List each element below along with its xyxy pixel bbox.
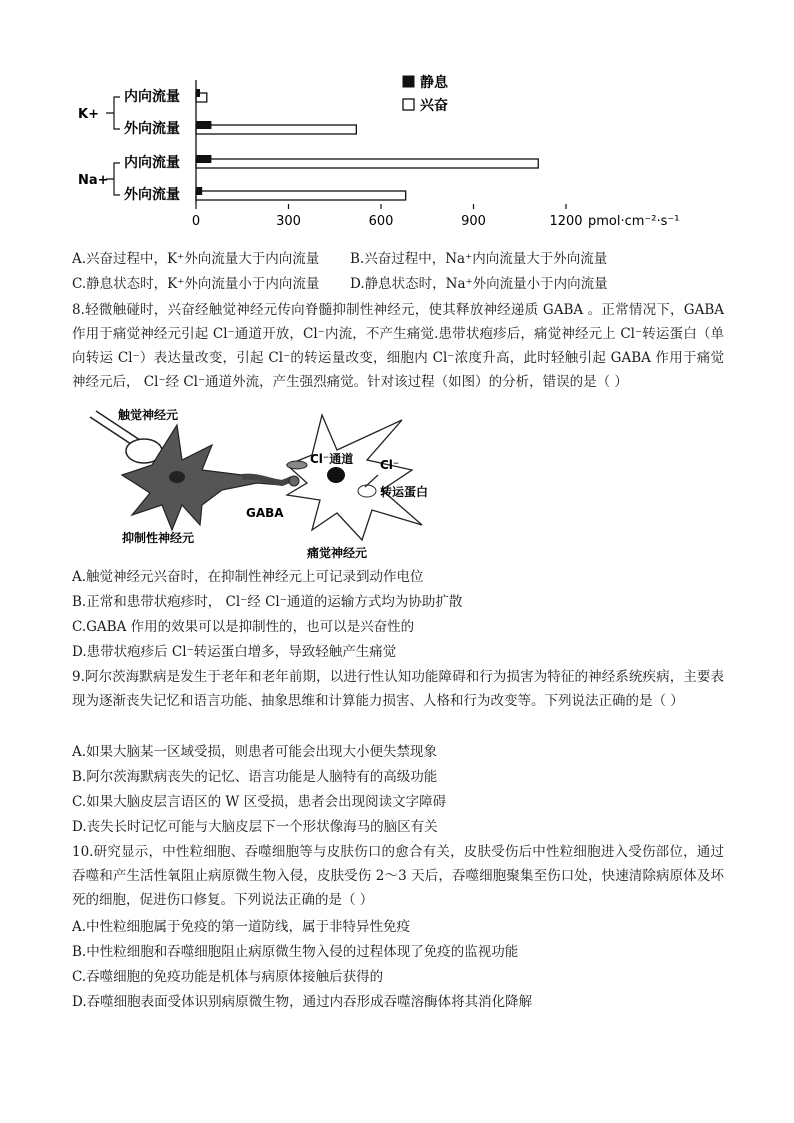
x-tick-label-2: 600 bbox=[368, 214, 394, 229]
legend-swatch-rest bbox=[403, 76, 414, 87]
ion-label-0: K+ bbox=[78, 107, 99, 122]
legend-label-rest: 静息 bbox=[420, 75, 448, 91]
legend-swatch-excited bbox=[403, 99, 414, 110]
pain-neuron-shape bbox=[287, 415, 422, 540]
q9-stem: 9.阿尔茨海默病是发生于老年和老年前期，以进行性认知功能障碍和行为损害为特征的神经系统疾病，主要表现为逐渐丧失记忆和语言功能、抽象思维和计算能力损害、人格和行为改变等。下列说法正确的是（ ） bbox=[72, 669, 724, 709]
x-tick-label-3: 900 bbox=[461, 214, 486, 229]
label-pain-neuron: 痛觉神经元 bbox=[307, 546, 368, 560]
ion-flux-chart bbox=[70, 66, 710, 236]
x-tick-label-1: 300 bbox=[276, 214, 301, 229]
q7-option-d: D.静息状态时，Na⁺外向流量小于内向流量 bbox=[350, 276, 608, 292]
q8-option-d: D.患带状疱疹后 Cl⁻转运蛋白增多，导致轻触产生痛觉 bbox=[72, 644, 397, 660]
legend bbox=[403, 74, 449, 114]
bar-rest-1 bbox=[196, 121, 211, 129]
q10-option-a: A.中性粒细胞属于免疫的第一道防线，属于非特异性免疫 bbox=[72, 919, 411, 935]
label-inhibitory-neuron: 抑制性神经元 bbox=[122, 531, 195, 545]
label-cl-channel: Cl⁻通道 bbox=[310, 452, 354, 466]
label-transporter: 转运蛋白 bbox=[380, 485, 429, 499]
q10-stem: 10.研究显示，中性粒细胞、吞噬细胞等与皮肤伤口的愈合有关，皮肤受伤后中性粒细胞进入受伤部位，通过吞噬和产生活性氧阻止病原微生物入侵，皮肤受伤 2～3 天后，吞噬细胞聚集至伤口处，快速清除病原体及坏死的细胞，促进伤口修复。下列说法正确的是（ ） bbox=[72, 844, 724, 908]
bar-excited-2 bbox=[196, 159, 538, 168]
label-touch-neuron: 触觉神经元 bbox=[118, 408, 179, 422]
q9-option-b: B.阿尔茨海默病丧失的记忆、语言功能是人脑特有的高级功能 bbox=[72, 769, 438, 785]
bar-excited-1 bbox=[196, 125, 356, 134]
ion-bracket-0 bbox=[106, 97, 120, 129]
row-label-0: 内向流量 bbox=[124, 89, 180, 105]
transporter-shape bbox=[358, 485, 376, 497]
x-tick-label-4: 1200 bbox=[549, 214, 583, 229]
q7-option-c: C.静息状态时，K⁺外向流量小于内向流量 bbox=[72, 276, 320, 292]
q8-option-b: B.正常和患带状疱疹时， Cl⁻经 Cl⁻通道的运输方式均为协助扩散 bbox=[72, 594, 463, 610]
q10-option-b: B.中性粒细胞和吞噬细胞阻止病原微生物入侵的过程体现了免疫的监视功能 bbox=[72, 944, 519, 960]
q8-stem: 8.轻微触碰时，兴奋经触觉神经元传向脊髓抑制性神经元，使其释放神经递质 GABA 。正常情况下，GABA作用于痛觉神经元引起 Cl⁻通道开放，Cl⁻内流，不产生痛觉.患带状疱疹后，痛觉神经元上 Cl⁻转运蛋白（单向转运 Cl⁻）表达量改变，引起 Cl⁻的转运量改变，细胞内 Cl⁻浓度升高，此时轻触引起 GABA 作用于痛觉神经元后， Cl⁻经 Cl⁻通道外流，产生强烈痛觉。针对该过程（如图）的分析，错误的是（ ） bbox=[72, 302, 724, 390]
q9-option-c: C.如果大脑皮层言语区的 W 区受损，患者会出现阅读文字障碍 bbox=[72, 794, 447, 810]
q7-option-a: A.兴奋过程中，K⁺外向流量大于内向流量 bbox=[72, 251, 320, 267]
q10-option-c: C.吞噬细胞的免疫功能是机体与病原体接触后获得的 bbox=[72, 969, 384, 985]
inhibitory-nucleus bbox=[169, 471, 185, 483]
q9-option-a: A.如果大脑某一区域受损，则患者可能会出现大小便失禁现象 bbox=[72, 744, 438, 760]
x-tick-label-0: 0 bbox=[191, 214, 201, 229]
row-label-2: 内向流量 bbox=[124, 155, 180, 171]
q9-option-d: D.丧失长时记忆可能与大脑皮层下一个形状像海马的脑区有关 bbox=[72, 819, 438, 835]
neuron-diagram bbox=[82, 405, 442, 565]
axon-terminal bbox=[289, 476, 299, 486]
q7-option-b: B.兴奋过程中，Na⁺内向流量大于外向流量 bbox=[350, 251, 608, 267]
bar-rest-2 bbox=[196, 155, 211, 163]
label-gaba: GABA bbox=[246, 506, 284, 520]
row-label-3: 外向流量 bbox=[124, 187, 180, 203]
q10-option-d: D.吞噬细胞表面受体识别病原微生物，通过内吞形成吞噬溶酶体将其消化降解 bbox=[72, 994, 533, 1010]
bar-rest-3 bbox=[196, 187, 202, 195]
q8-option-a: A.触觉神经元兴奋时，在抑制性神经元上可记录到动作电位 bbox=[72, 569, 424, 585]
q8-option-c: C.GABA 作用的效果可以是抑制性的，也可以是兴奋性的 bbox=[72, 619, 415, 635]
cl-channel-shape bbox=[287, 461, 307, 469]
label-cl-ion: Cl⁻ bbox=[380, 458, 400, 472]
ion-label-1: Na+ bbox=[78, 173, 109, 188]
pain-nucleus bbox=[327, 467, 345, 483]
x-unit-label: pmol·cm⁻²·s⁻¹ bbox=[588, 214, 680, 229]
legend-label-excited: 兴奋 bbox=[420, 98, 448, 114]
row-label-1: 外向流量 bbox=[124, 121, 180, 137]
bar-excited-3 bbox=[196, 191, 406, 200]
